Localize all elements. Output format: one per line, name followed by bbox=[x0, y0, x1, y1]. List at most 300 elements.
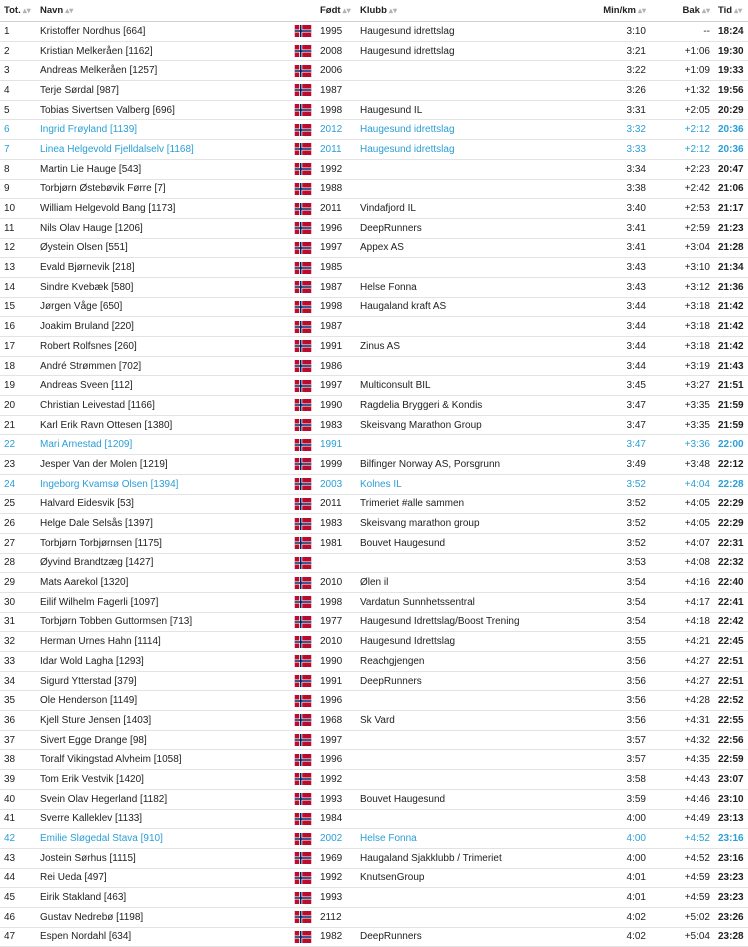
position-cell: 16 bbox=[0, 317, 34, 337]
flag-cell bbox=[290, 494, 316, 514]
pace-cell: 3:58 bbox=[580, 770, 650, 790]
pace-cell: 3:43 bbox=[580, 258, 650, 278]
position-cell: 14 bbox=[0, 277, 34, 297]
finish-time-cell: 21:34 bbox=[714, 258, 748, 278]
club-cell bbox=[356, 750, 580, 770]
finish-time-cell: 22:29 bbox=[714, 494, 748, 514]
gap-cell: +2:59 bbox=[650, 218, 714, 238]
runner-name-link[interactable]: Emilie Sløgedal Stava [910] bbox=[34, 829, 290, 849]
table-row[interactable] bbox=[0, 179, 748, 199]
table-row[interactable] bbox=[0, 258, 748, 278]
norway-flag-icon bbox=[294, 419, 312, 431]
pace-cell: 3:54 bbox=[580, 612, 650, 632]
club-cell: Haugesund IL bbox=[356, 100, 580, 120]
header-back[interactable]: Bak ▴▾ bbox=[650, 0, 714, 22]
flag-cell bbox=[290, 238, 316, 258]
club-cell bbox=[356, 258, 580, 278]
flag-cell bbox=[290, 770, 316, 790]
sort-arrows-icon[interactable]: ▴▾ bbox=[637, 6, 646, 15]
table-row[interactable] bbox=[0, 809, 748, 829]
club-cell: Bilfinger Norway AS, Porsgrunn bbox=[356, 455, 580, 475]
pace-cell: 3:41 bbox=[580, 238, 650, 258]
birth-year-cell: 1983 bbox=[316, 415, 356, 435]
runner-name-link[interactable]: Christian Leivestad [1166] bbox=[34, 396, 290, 416]
table-row[interactable] bbox=[0, 120, 748, 140]
gap-cell: +4:27 bbox=[650, 671, 714, 691]
position-cell: 23 bbox=[0, 455, 34, 475]
sort-arrows-icon[interactable]: ▴▾ bbox=[342, 6, 351, 15]
pace-cell: 3:54 bbox=[580, 592, 650, 612]
runner-name-link[interactable]: Jesper Van der Molen [1219] bbox=[34, 455, 290, 475]
flag-cell bbox=[290, 848, 316, 868]
gap-cell: +4:05 bbox=[650, 514, 714, 534]
finish-time-cell: 22:00 bbox=[714, 435, 748, 455]
pace-cell: 3:59 bbox=[580, 789, 650, 809]
birth-year-cell: 1984 bbox=[316, 809, 356, 829]
table-row[interactable] bbox=[0, 218, 748, 238]
norway-flag-icon bbox=[294, 577, 312, 589]
club-cell: Vardatun Sunnhetssentral bbox=[356, 592, 580, 612]
norway-flag-icon bbox=[294, 754, 312, 766]
club-cell: Zinus AS bbox=[356, 337, 580, 357]
flag-cell bbox=[290, 159, 316, 179]
position-cell: 42 bbox=[0, 829, 34, 849]
finish-time-cell: 22:51 bbox=[714, 652, 748, 672]
position-cell: 13 bbox=[0, 258, 34, 278]
birth-year-cell: 1995 bbox=[316, 22, 356, 42]
birth-year-cell: 2010 bbox=[316, 573, 356, 593]
position-cell: 35 bbox=[0, 691, 34, 711]
pace-cell: 4:01 bbox=[580, 888, 650, 908]
finish-time-cell: 23:23 bbox=[714, 868, 748, 888]
table-row[interactable] bbox=[0, 553, 748, 573]
norway-flag-icon bbox=[294, 931, 312, 943]
table-row[interactable] bbox=[0, 396, 748, 416]
norway-flag-icon bbox=[294, 793, 312, 805]
table-row[interactable] bbox=[0, 592, 748, 612]
pace-cell: 3:47 bbox=[580, 435, 650, 455]
runner-name-link[interactable]: Andreas Melkeråen [1257] bbox=[34, 61, 290, 81]
table-row[interactable] bbox=[0, 238, 748, 258]
gap-cell: +2:53 bbox=[650, 199, 714, 219]
table-row[interactable] bbox=[0, 317, 748, 337]
position-cell: 30 bbox=[0, 592, 34, 612]
runner-name-link[interactable]: Mari Arnestad [1209] bbox=[34, 435, 290, 455]
club-cell: Haugesund idrettslag bbox=[356, 22, 580, 42]
runner-name-link[interactable]: Halvard Eidesvik [53] bbox=[34, 494, 290, 514]
runner-name-link[interactable]: Torbjørn Østebøvik Førre [7] bbox=[34, 179, 290, 199]
runner-name-link[interactable]: Øystein Olsen [551] bbox=[34, 238, 290, 258]
runner-name-link[interactable]: Mats Aarekol [1320] bbox=[34, 573, 290, 593]
runner-name-link[interactable]: Tobias Sivertsen Valberg [696] bbox=[34, 100, 290, 120]
runner-name-link[interactable]: Ingrid Frøyland [1139] bbox=[34, 120, 290, 140]
club-cell bbox=[356, 770, 580, 790]
norway-flag-icon bbox=[294, 655, 312, 667]
club-cell: Haugesund idrettslag bbox=[356, 120, 580, 140]
birth-year-cell: 2011 bbox=[316, 494, 356, 514]
flag-cell bbox=[290, 376, 316, 396]
club-cell: Haugesund idrettslag bbox=[356, 140, 580, 160]
table-row[interactable] bbox=[0, 691, 748, 711]
runner-name-link[interactable]: Rei Ueda [497] bbox=[34, 868, 290, 888]
gap-cell: +1:06 bbox=[650, 41, 714, 61]
birth-year-cell: 1998 bbox=[316, 100, 356, 120]
table-row[interactable] bbox=[0, 848, 748, 868]
position-cell: 7 bbox=[0, 140, 34, 160]
runner-name-link[interactable]: Nils Olav Hauge [1206] bbox=[34, 218, 290, 238]
flag-cell bbox=[290, 396, 316, 416]
pace-cell: 3:55 bbox=[580, 632, 650, 652]
sort-arrows-icon[interactable]: ▴▾ bbox=[388, 6, 397, 15]
birth-year-cell: 1988 bbox=[316, 179, 356, 199]
runner-name-link[interactable]: Sigurd Ytterstad [379] bbox=[34, 671, 290, 691]
gap-cell: +4:04 bbox=[650, 474, 714, 494]
sort-arrows-icon[interactable]: ▴▾ bbox=[734, 6, 743, 15]
birth-year-cell: 2112 bbox=[316, 907, 356, 927]
finish-time-cell: 18:24 bbox=[714, 22, 748, 42]
gap-cell: +4:07 bbox=[650, 533, 714, 553]
birth-year-cell: 2002 bbox=[316, 829, 356, 849]
table-row[interactable] bbox=[0, 376, 748, 396]
header-club[interactable]: Klubb ▴▾ bbox=[356, 0, 580, 22]
club-cell bbox=[356, 61, 580, 81]
position-cell: 28 bbox=[0, 553, 34, 573]
pace-cell: 3:56 bbox=[580, 691, 650, 711]
flag-cell bbox=[290, 809, 316, 829]
norway-flag-icon bbox=[294, 714, 312, 726]
table-row[interactable] bbox=[0, 100, 748, 120]
sort-arrows-icon[interactable]: ▴▾ bbox=[22, 6, 31, 15]
flag-cell bbox=[290, 179, 316, 199]
runner-name-link[interactable]: Evald Bjørnevik [218] bbox=[34, 258, 290, 278]
birth-year-cell: 2012 bbox=[316, 120, 356, 140]
flag-cell bbox=[290, 592, 316, 612]
club-cell: DeepRunners bbox=[356, 671, 580, 691]
pace-cell: 3:44 bbox=[580, 337, 650, 357]
club-cell: Bouvet Haugesund bbox=[356, 789, 580, 809]
flag-cell bbox=[290, 258, 316, 278]
finish-time-cell: 22:55 bbox=[714, 711, 748, 731]
position-cell: 39 bbox=[0, 770, 34, 790]
club-cell bbox=[356, 809, 580, 829]
club-cell: Appex AS bbox=[356, 238, 580, 258]
flag-cell bbox=[290, 612, 316, 632]
runner-name-link[interactable]: Ole Henderson [1149] bbox=[34, 691, 290, 711]
club-cell bbox=[356, 356, 580, 376]
finish-time-cell: 23:26 bbox=[714, 907, 748, 927]
finish-time-cell: 23:10 bbox=[714, 789, 748, 809]
table-row[interactable] bbox=[0, 415, 748, 435]
club-cell bbox=[356, 435, 580, 455]
flag-cell bbox=[290, 100, 316, 120]
header-born[interactable]: Født ▴▾ bbox=[316, 0, 356, 22]
gap-cell: +3:36 bbox=[650, 435, 714, 455]
finish-time-cell: 21:42 bbox=[714, 337, 748, 357]
table-row[interactable] bbox=[0, 61, 748, 81]
norway-flag-icon bbox=[294, 596, 312, 608]
finish-time-cell: 22:45 bbox=[714, 632, 748, 652]
norway-flag-icon bbox=[294, 65, 312, 77]
finish-time-cell: 22:31 bbox=[714, 533, 748, 553]
runner-name-link[interactable]: Øyvind Brandtzæg [1427] bbox=[34, 553, 290, 573]
runner-name-link[interactable]: William Helgevold Bang [1173] bbox=[34, 199, 290, 219]
flag-cell bbox=[290, 868, 316, 888]
birth-year-cell: 1991 bbox=[316, 337, 356, 357]
runner-name-link[interactable]: Ingeborg Kvamsø Olsen [1394] bbox=[34, 474, 290, 494]
table-row[interactable] bbox=[0, 356, 748, 376]
flag-cell bbox=[290, 435, 316, 455]
runner-name-link[interactable]: Gustav Nedrebø [1198] bbox=[34, 907, 290, 927]
table-row[interactable] bbox=[0, 140, 748, 160]
gap-cell: +3:35 bbox=[650, 396, 714, 416]
birth-year-cell: 1987 bbox=[316, 277, 356, 297]
runner-name-link[interactable]: Toralf Vikingstad Alvheim [1058] bbox=[34, 750, 290, 770]
runner-name-link[interactable]: Sivert Egge Drange [98] bbox=[34, 730, 290, 750]
table-row[interactable] bbox=[0, 770, 748, 790]
runner-name-link[interactable]: Martin Lie Hauge [543] bbox=[34, 159, 290, 179]
flag-cell bbox=[290, 711, 316, 731]
table-row[interactable] bbox=[0, 455, 748, 475]
finish-time-cell: 20:36 bbox=[714, 120, 748, 140]
position-cell: 27 bbox=[0, 533, 34, 553]
finish-time-cell: 21:06 bbox=[714, 179, 748, 199]
finish-time-cell: 23:16 bbox=[714, 829, 748, 849]
position-cell: 38 bbox=[0, 750, 34, 770]
table-row[interactable] bbox=[0, 671, 748, 691]
table-row[interactable] bbox=[0, 730, 748, 750]
sort-arrows-icon[interactable]: ▴▾ bbox=[65, 6, 74, 15]
gap-cell: +2:42 bbox=[650, 179, 714, 199]
norway-flag-icon bbox=[294, 340, 312, 352]
table-row[interactable] bbox=[0, 41, 748, 61]
birth-year-cell: 1998 bbox=[316, 592, 356, 612]
finish-time-cell: 19:33 bbox=[714, 61, 748, 81]
runner-name-link[interactable]: Eirik Stakland [463] bbox=[34, 888, 290, 908]
table-row[interactable] bbox=[0, 829, 748, 849]
finish-time-cell: 21:23 bbox=[714, 218, 748, 238]
gap-cell: +3:18 bbox=[650, 317, 714, 337]
finish-time-cell: 21:36 bbox=[714, 277, 748, 297]
norway-flag-icon bbox=[294, 833, 312, 845]
runner-name-link[interactable]: Sindre Kvebæk [580] bbox=[34, 277, 290, 297]
table-row[interactable] bbox=[0, 750, 748, 770]
runner-name-link[interactable]: Linea Helgevold Fjelldalselv [1168] bbox=[34, 140, 290, 160]
table-row[interactable] bbox=[0, 711, 748, 731]
table-row[interactable] bbox=[0, 907, 748, 927]
position-cell: 19 bbox=[0, 376, 34, 396]
table-row[interactable] bbox=[0, 199, 748, 219]
table-row[interactable] bbox=[0, 632, 748, 652]
norway-flag-icon bbox=[294, 773, 312, 785]
table-row[interactable] bbox=[0, 474, 748, 494]
runner-name-link[interactable]: Espen Nordahl [634] bbox=[34, 927, 290, 947]
birth-year-cell: 1990 bbox=[316, 652, 356, 672]
flag-cell bbox=[290, 218, 316, 238]
gap-cell: +4:32 bbox=[650, 730, 714, 750]
gap-cell: +4:43 bbox=[650, 770, 714, 790]
finish-time-cell: 21:42 bbox=[714, 297, 748, 317]
norway-flag-icon bbox=[294, 25, 312, 37]
pace-cell: 3:22 bbox=[580, 61, 650, 81]
club-cell bbox=[356, 691, 580, 711]
norway-flag-icon bbox=[294, 518, 312, 530]
norway-flag-icon bbox=[294, 557, 312, 569]
runner-name-link[interactable]: Karl Erik Ravn Ottesen [1380] bbox=[34, 415, 290, 435]
finish-time-cell: 19:56 bbox=[714, 81, 748, 101]
table-row[interactable] bbox=[0, 277, 748, 297]
gap-cell: +2:23 bbox=[650, 159, 714, 179]
finish-time-cell: 22:29 bbox=[714, 514, 748, 534]
position-cell: 26 bbox=[0, 514, 34, 534]
header-time[interactable]: Tid ▴▾ bbox=[714, 0, 748, 22]
pace-cell: 3:53 bbox=[580, 553, 650, 573]
club-cell: DeepRunners bbox=[356, 927, 580, 947]
pace-cell: 3:56 bbox=[580, 711, 650, 731]
runner-name-link[interactable]: Eilif Wilhelm Fagerli [1097] bbox=[34, 592, 290, 612]
position-cell: 33 bbox=[0, 652, 34, 672]
pace-cell: 3:40 bbox=[580, 199, 650, 219]
position-cell: 12 bbox=[0, 238, 34, 258]
table-row[interactable] bbox=[0, 337, 748, 357]
flag-cell bbox=[290, 415, 316, 435]
club-cell: Reachgjengen bbox=[356, 652, 580, 672]
club-cell: Skeisvang Marathon Group bbox=[356, 415, 580, 435]
birth-year-cell bbox=[316, 553, 356, 573]
table-row[interactable] bbox=[0, 612, 748, 632]
runner-name-link[interactable]: Andreas Sveen [112] bbox=[34, 376, 290, 396]
birth-year-cell: 1997 bbox=[316, 238, 356, 258]
gap-cell: +3:27 bbox=[650, 376, 714, 396]
runner-name-link[interactable]: Jostein Sørhus [1115] bbox=[34, 848, 290, 868]
pace-cell: 3:45 bbox=[580, 376, 650, 396]
birth-year-cell: 1991 bbox=[316, 435, 356, 455]
runner-name-link[interactable]: Robert Rolfsnes [260] bbox=[34, 337, 290, 357]
table-row[interactable] bbox=[0, 514, 748, 534]
gap-cell: +3:18 bbox=[650, 337, 714, 357]
club-cell bbox=[356, 888, 580, 908]
norway-flag-icon bbox=[294, 203, 312, 215]
runner-name-link[interactable]: Kristian Melkeråen [1162] bbox=[34, 41, 290, 61]
norway-flag-icon bbox=[294, 813, 312, 825]
position-cell: 29 bbox=[0, 573, 34, 593]
flag-cell bbox=[290, 356, 316, 376]
flag-cell bbox=[290, 829, 316, 849]
flag-cell bbox=[290, 573, 316, 593]
runner-name-link[interactable]: Joakim Bruland [220] bbox=[34, 317, 290, 337]
flag-cell bbox=[290, 297, 316, 317]
pace-cell: 3:38 bbox=[580, 179, 650, 199]
birth-year-cell: 1996 bbox=[316, 750, 356, 770]
club-cell: Trimeriet #alle sammen bbox=[356, 494, 580, 514]
norway-flag-icon bbox=[294, 399, 312, 411]
runner-name-link[interactable]: Kjell Sture Jensen [1403] bbox=[34, 711, 290, 731]
norway-flag-icon bbox=[294, 498, 312, 510]
gap-cell: +4:21 bbox=[650, 632, 714, 652]
runner-name-link[interactable]: Idar Wold Lagha [1293] bbox=[34, 652, 290, 672]
table-row[interactable] bbox=[0, 888, 748, 908]
table-row[interactable] bbox=[0, 533, 748, 553]
gap-cell: +4:28 bbox=[650, 691, 714, 711]
runner-name-link[interactable]: Torbjørn Tobben Guttormsen [713] bbox=[34, 612, 290, 632]
gap-cell: +1:09 bbox=[650, 61, 714, 81]
club-cell: Sk Vard bbox=[356, 711, 580, 731]
table-row[interactable] bbox=[0, 927, 748, 947]
header-pace[interactable]: Min/km ▴▾ bbox=[580, 0, 650, 22]
norway-flag-icon bbox=[294, 537, 312, 549]
table-row[interactable] bbox=[0, 494, 748, 514]
flag-cell bbox=[290, 337, 316, 357]
flag-cell bbox=[290, 22, 316, 42]
pace-cell: 3:44 bbox=[580, 356, 650, 376]
birth-year-cell: 1968 bbox=[316, 711, 356, 731]
table-row[interactable] bbox=[0, 789, 748, 809]
runner-name-link[interactable]: Terje Sørdal [987] bbox=[34, 81, 290, 101]
norway-flag-icon bbox=[294, 892, 312, 904]
table-row[interactable] bbox=[0, 573, 748, 593]
birth-year-cell: 2011 bbox=[316, 140, 356, 160]
runner-name-link[interactable]: Helge Dale Selsås [1397] bbox=[34, 514, 290, 534]
birth-year-cell: 2006 bbox=[316, 61, 356, 81]
gap-cell: +4:17 bbox=[650, 592, 714, 612]
pace-cell: 4:02 bbox=[580, 907, 650, 927]
runner-name-link[interactable]: Torbjørn Torbjørnsen [1175] bbox=[34, 533, 290, 553]
runner-name-link[interactable]: Jørgen Våge [650] bbox=[34, 297, 290, 317]
position-cell: 21 bbox=[0, 415, 34, 435]
club-cell: Ølen il bbox=[356, 573, 580, 593]
flag-cell bbox=[290, 750, 316, 770]
table-row[interactable] bbox=[0, 435, 748, 455]
birth-year-cell: 1982 bbox=[316, 927, 356, 947]
pace-cell: 3:52 bbox=[580, 494, 650, 514]
flag-cell bbox=[290, 81, 316, 101]
birth-year-cell: 1993 bbox=[316, 789, 356, 809]
position-cell: 37 bbox=[0, 730, 34, 750]
table-row[interactable] bbox=[0, 868, 748, 888]
table-row[interactable] bbox=[0, 81, 748, 101]
norway-flag-icon bbox=[294, 458, 312, 470]
club-cell: Helse Fonna bbox=[356, 829, 580, 849]
table-row[interactable] bbox=[0, 22, 748, 42]
position-cell: 47 bbox=[0, 927, 34, 947]
pace-cell: 3:56 bbox=[580, 671, 650, 691]
birth-year-cell: 1983 bbox=[316, 514, 356, 534]
table-row[interactable] bbox=[0, 652, 748, 672]
position-cell: 2 bbox=[0, 41, 34, 61]
pace-cell: 4:02 bbox=[580, 927, 650, 947]
flag-cell bbox=[290, 888, 316, 908]
runner-name-link[interactable]: André Strømmen [702] bbox=[34, 356, 290, 376]
position-cell: 41 bbox=[0, 809, 34, 829]
position-cell: 36 bbox=[0, 711, 34, 731]
sort-arrows-icon[interactable]: ▴▾ bbox=[701, 6, 710, 15]
table-row[interactable] bbox=[0, 159, 748, 179]
gap-cell: +3:48 bbox=[650, 455, 714, 475]
gap-cell: +4:18 bbox=[650, 612, 714, 632]
runner-name-link[interactable]: Herman Urnes Hahn [1114] bbox=[34, 632, 290, 652]
pace-cell: 3:57 bbox=[580, 750, 650, 770]
table-row[interactable] bbox=[0, 297, 748, 317]
runner-name-link[interactable]: Tom Erik Vestvik [1420] bbox=[34, 770, 290, 790]
runner-name-link[interactable]: Sverre Kalleklev [1133] bbox=[34, 809, 290, 829]
flag-cell bbox=[290, 120, 316, 140]
position-cell: 45 bbox=[0, 888, 34, 908]
position-cell: 20 bbox=[0, 396, 34, 416]
runner-name-link[interactable]: Svein Olav Hegerland [1182] bbox=[34, 789, 290, 809]
header-name[interactable]: Navn ▴▾ bbox=[34, 0, 290, 22]
norway-flag-icon bbox=[294, 852, 312, 864]
header-tot[interactable]: Tot. ▴▾ bbox=[0, 0, 34, 22]
runner-name-link[interactable]: Kristoffer Nordhus [664] bbox=[34, 22, 290, 42]
